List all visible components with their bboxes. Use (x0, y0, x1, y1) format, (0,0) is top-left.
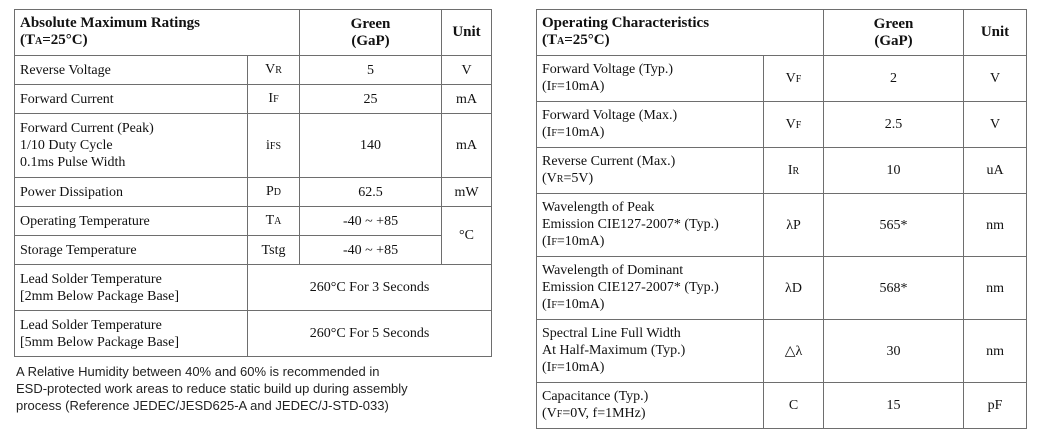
table-row (15, 85, 492, 114)
unit-cell: nm (964, 194, 1027, 257)
symbol-cell: △λ (764, 320, 824, 383)
table-row (15, 207, 492, 236)
param-cell: Reverse Voltage (15, 56, 248, 85)
table-header-row (15, 10, 492, 56)
value-cell: 10 (824, 148, 964, 194)
unit-cell: pF (964, 383, 1027, 429)
table-title: Operating Characteristics (TA=25°C) (537, 10, 824, 56)
value-cell: 30 (824, 320, 964, 383)
value-cell: 25 (300, 85, 442, 114)
param-cell: Storage Temperature (15, 236, 248, 265)
value-cell: 15 (824, 383, 964, 429)
symbol-cell: PD (248, 178, 300, 207)
value-cell: 260°C For 3 Seconds (248, 265, 492, 311)
param-cell: Forward Voltage (Max.) (IF=10mA) (537, 102, 764, 148)
unit-cell: V (442, 56, 492, 85)
table-row (537, 257, 1027, 320)
table-row (537, 56, 1027, 102)
symbol-cell: λD (764, 257, 824, 320)
value-cell: 568* (824, 257, 964, 320)
symbol-cell: C (764, 383, 824, 429)
column-header-unit: Unit (442, 10, 492, 56)
unit-cell: mA (442, 85, 492, 114)
value-cell: 2 (824, 56, 964, 102)
value-cell: 2.5 (824, 102, 964, 148)
param-cell: Reverse Current (Max.) (VR=5V) (537, 148, 764, 194)
unit-cell: mW (442, 178, 492, 207)
value-cell: -40 ~ +85 (300, 207, 442, 236)
symbol-cell: VF (764, 102, 824, 148)
absolute-maximum-ratings-table (14, 9, 492, 357)
param-cell: Forward Voltage (Typ.) (IF=10mA) (537, 56, 764, 102)
param-cell: Lead Solder Temperature [5mm Below Package Base] (15, 311, 248, 357)
param-cell: Operating Temperature (15, 207, 248, 236)
value-cell: 140 (300, 114, 442, 178)
param-cell: Spectral Line Full Width At Half-Maximum (Typ.) (IF=10mA) (537, 320, 764, 383)
symbol-cell: VF (764, 56, 824, 102)
column-header-green: Green (GaP) (824, 10, 964, 56)
table-row (15, 236, 492, 265)
value-cell: 260°C For 5 Seconds (248, 311, 492, 357)
symbol-cell: iFS (248, 114, 300, 178)
operating-characteristics-table (536, 9, 1027, 429)
symbol-cell: VR (248, 56, 300, 85)
unit-cell: uA (964, 148, 1027, 194)
unit-cell: mA (442, 114, 492, 178)
table-row (15, 114, 492, 178)
symbol-cell: Tstg (248, 236, 300, 265)
column-header-green: Green (GaP) (300, 10, 442, 56)
table-row (537, 383, 1027, 429)
unit-cell: °C (442, 207, 492, 265)
param-cell: Wavelength of Dominant Emission CIE127-2007* (Typ.) (IF=10mA) (537, 257, 764, 320)
param-cell: Lead Solder Temperature [2mm Below Package Base] (15, 265, 248, 311)
symbol-cell: TA (248, 207, 300, 236)
humidity-note: A Relative Humidity between 40% and 60% is recommended in ESD-protected work areas to reduce static build up during assembly process (Reference JEDEC/JESD625-A and JEDEC/J-STD-033) (16, 364, 408, 413)
symbol-cell: λP (764, 194, 824, 257)
param-cell: Wavelength of Peak Emission CIE127-2007* (Typ.) (IF=10mA) (537, 194, 764, 257)
symbol-cell: IF (248, 85, 300, 114)
table-row (15, 265, 492, 311)
column-header-unit: Unit (964, 10, 1027, 56)
table-row (537, 320, 1027, 383)
table-title: Absolute Maximum Ratings (TA=25°C) (15, 10, 300, 56)
param-cell: Forward Current (Peak) 1/10 Duty Cycle 0.1ms Pulse Width (15, 114, 248, 178)
value-cell: -40 ~ +85 (300, 236, 442, 265)
unit-cell: V (964, 56, 1027, 102)
unit-cell: V (964, 102, 1027, 148)
table-row (537, 194, 1027, 257)
param-cell: Forward Current (15, 85, 248, 114)
table-row (15, 56, 492, 85)
param-cell: Capacitance (Typ.) (VF=0V, f=1MHz) (537, 383, 764, 429)
table-row (537, 102, 1027, 148)
unit-cell: nm (964, 320, 1027, 383)
value-cell: 5 (300, 56, 442, 85)
table-row (537, 148, 1027, 194)
param-cell: Power Dissipation (15, 178, 248, 207)
unit-cell: nm (964, 257, 1027, 320)
value-cell: 62.5 (300, 178, 442, 207)
table-header-row (537, 10, 1027, 56)
table-row (15, 178, 492, 207)
table-row (15, 311, 492, 357)
value-cell: 565* (824, 194, 964, 257)
symbol-cell: IR (764, 148, 824, 194)
